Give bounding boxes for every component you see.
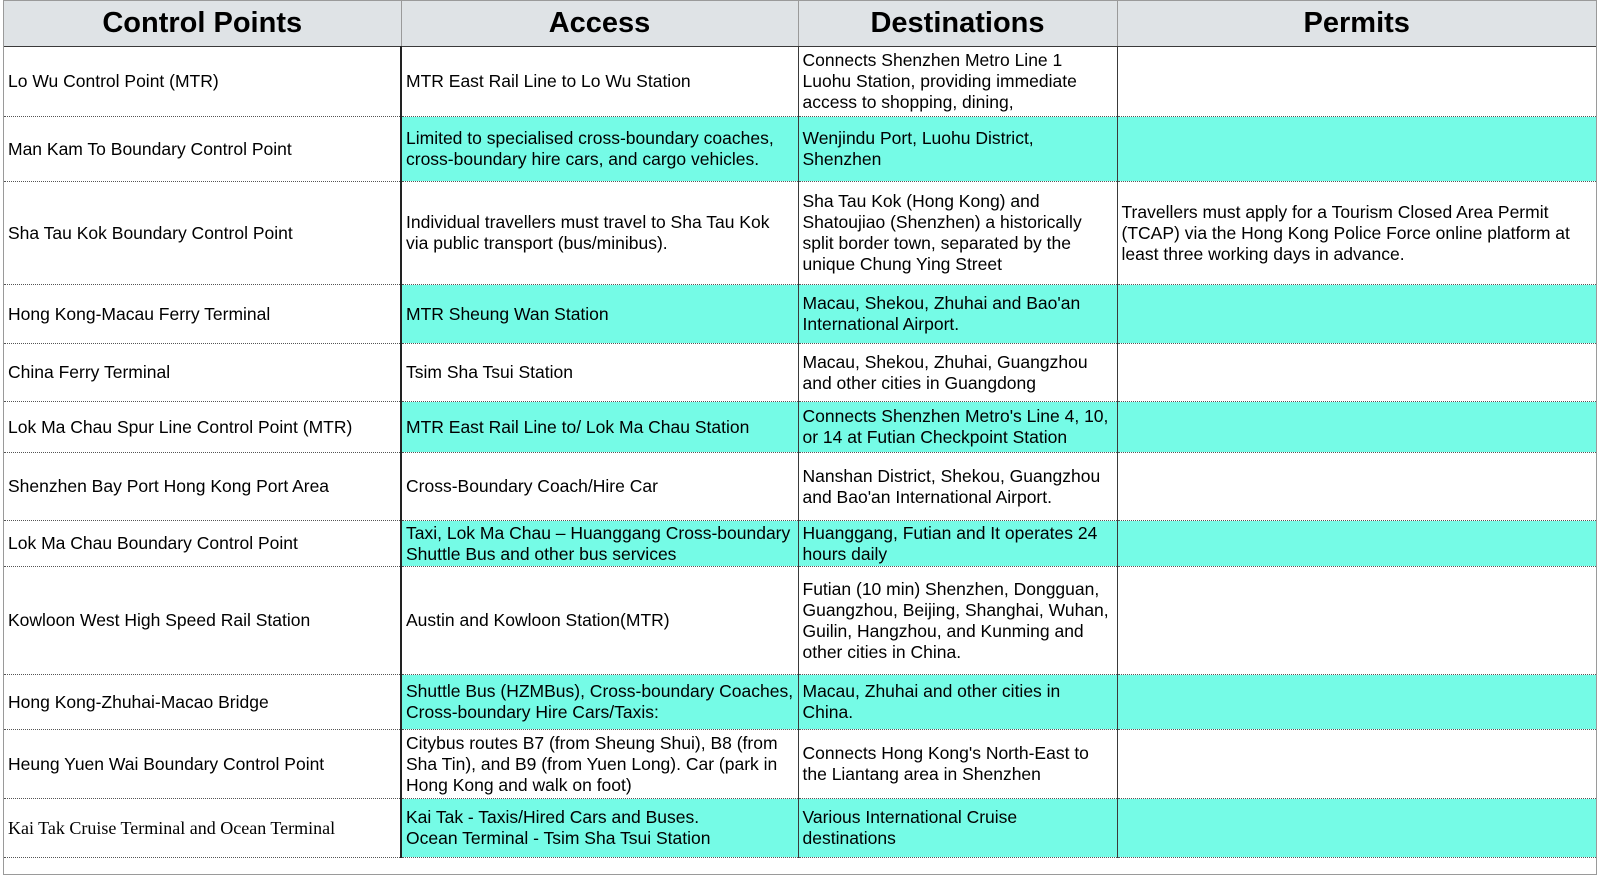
cell-permits[interactable]	[1117, 521, 1596, 567]
header-access[interactable]: Access	[401, 1, 798, 47]
cell-destinations[interactable]: Connects Shenzhen Metro Line 1 Luohu Station, providing immediate access to shopping, dining,	[798, 47, 1117, 117]
cell-permits[interactable]	[1117, 453, 1596, 521]
cell-control-point[interactable]: Kai Tak Cruise Terminal and Ocean Terminal	[4, 799, 401, 858]
cell-permits[interactable]	[1117, 567, 1596, 675]
table-row	[4, 453, 1596, 521]
cell-destinations[interactable]: Sha Tau Kok (Hong Kong) and Shatoujiao (Shenzhen) a historically split border town, separated by the unique Chung Ying Street	[798, 182, 1117, 285]
cell-destinations[interactable]: Connects Hong Kong's North-East to the Liantang area in Shenzhen	[798, 730, 1117, 799]
spreadsheet	[3, 0, 1597, 875]
cell-control-point[interactable]: China Ferry Terminal	[4, 344, 401, 402]
cell-access[interactable]: Austin and Kowloon Station(MTR)	[401, 567, 798, 675]
cell-permits[interactable]	[1117, 675, 1596, 730]
cell-control-point[interactable]: Sha Tau Kok Boundary Control Point	[4, 182, 401, 285]
cell-access[interactable]: Individual travellers must travel to Sha Tau Kok via public transport (bus/minibus).	[401, 182, 798, 285]
cell-control-point[interactable]: Lok Ma Chau Spur Line Control Point (MTR)	[4, 402, 401, 453]
cell-control-point[interactable]: Lo Wu Control Point (MTR)	[4, 47, 401, 117]
header-permits[interactable]: Permits	[1117, 1, 1596, 47]
cell-access[interactable]: Tsim Sha Tsui Station	[401, 344, 798, 402]
cell-access[interactable]: Limited to specialised cross-boundary coaches, cross-boundary hire cars, and cargo vehicles.	[401, 117, 798, 182]
control-points-table	[4, 0, 1596, 858]
header-row	[4, 1, 1596, 47]
cell-control-point[interactable]: Lok Ma Chau Boundary Control Point	[4, 521, 401, 567]
table-row	[4, 675, 1596, 730]
cell-access[interactable]: Cross-Boundary Coach/Hire Car	[401, 453, 798, 521]
table-row	[4, 47, 1596, 117]
cell-access[interactable]: Shuttle Bus (HZMBus), Cross-boundary Coaches, Cross-boundary Hire Cars/Taxis:	[401, 675, 798, 730]
table-row	[4, 799, 1596, 858]
cell-destinations[interactable]: Various International Cruise destinations	[798, 799, 1117, 858]
table-row	[4, 402, 1596, 453]
cell-control-point[interactable]: Man Kam To Boundary Control Point	[4, 117, 401, 182]
table-row	[4, 117, 1596, 182]
cell-permits[interactable]	[1117, 730, 1596, 799]
table-row	[4, 521, 1596, 567]
cell-destinations[interactable]: Huanggang, Futian and It operates 24 hours daily	[798, 521, 1117, 567]
cell-permits[interactable]	[1117, 47, 1596, 117]
cell-permits[interactable]	[1117, 117, 1596, 182]
cell-access[interactable]: Taxi, Lok Ma Chau – Huanggang Cross-boundary Shuttle Bus and other bus services	[401, 521, 798, 567]
cell-control-point[interactable]: Hong Kong-Zhuhai-Macao Bridge	[4, 675, 401, 730]
table-row	[4, 182, 1596, 285]
table-row	[4, 344, 1596, 402]
cell-destinations[interactable]: Macau, Shekou, Zhuhai, Guangzhou and other cities in Guangdong	[798, 344, 1117, 402]
cell-access[interactable]: Citybus routes B7 (from Sheung Shui), B8 (from Sha Tin), and B9 (from Yuen Long). Car (park in Hong Kong and walk on foot)	[401, 730, 798, 799]
cell-permits[interactable]	[1117, 344, 1596, 402]
table-row	[4, 285, 1596, 344]
cell-permits[interactable]	[1117, 285, 1596, 344]
cell-destinations[interactable]: Connects Shenzhen Metro's Line 4, 10, or 14 at Futian Checkpoint Station	[798, 402, 1117, 453]
cell-destinations[interactable]: Futian (10 min) Shenzhen, Dongguan, Guangzhou, Beijing, Shanghai, Wuhan, Guilin, Hangzhou, and Kunming and other cities in China.	[798, 567, 1117, 675]
cell-destinations[interactable]: Wenjindu Port, Luohu District, Shenzhen	[798, 117, 1117, 182]
cell-destinations[interactable]: Nanshan District, Shekou, Guangzhou and Bao'an International Airport.	[798, 453, 1117, 521]
cell-access[interactable]: MTR East Rail Line to Lo Wu Station	[401, 47, 798, 117]
cell-permits[interactable]	[1117, 402, 1596, 453]
cell-access[interactable]: Kai Tak - Taxis/Hired Cars and Buses. Ocean Terminal - Tsim Sha Tsui Station	[401, 799, 798, 858]
header-destinations[interactable]: Destinations	[798, 1, 1117, 47]
cell-control-point[interactable]: Heung Yuen Wai Boundary Control Point	[4, 730, 401, 799]
cell-permits[interactable]	[1117, 799, 1596, 858]
cell-control-point[interactable]: Shenzhen Bay Port Hong Kong Port Area	[4, 453, 401, 521]
table-row	[4, 730, 1596, 799]
cell-permits[interactable]: Travellers must apply for a Tourism Closed Area Permit (TCAP) via the Hong Kong Police Force online platform at least three working days in advance.	[1117, 182, 1596, 285]
cell-destinations[interactable]: Macau, Zhuhai and other cities in China.	[798, 675, 1117, 730]
cell-access[interactable]: MTR Sheung Wan Station	[401, 285, 798, 344]
table-row	[4, 567, 1596, 675]
header-control-points[interactable]: Control Points	[4, 1, 401, 47]
cell-access[interactable]: MTR East Rail Line to/ Lok Ma Chau Station	[401, 402, 798, 453]
cell-control-point[interactable]: Kowloon West High Speed Rail Station	[4, 567, 401, 675]
cell-destinations[interactable]: Macau, Shekou, Zhuhai and Bao'an International Airport.	[798, 285, 1117, 344]
cell-control-point[interactable]: Hong Kong-Macau Ferry Terminal	[4, 285, 401, 344]
